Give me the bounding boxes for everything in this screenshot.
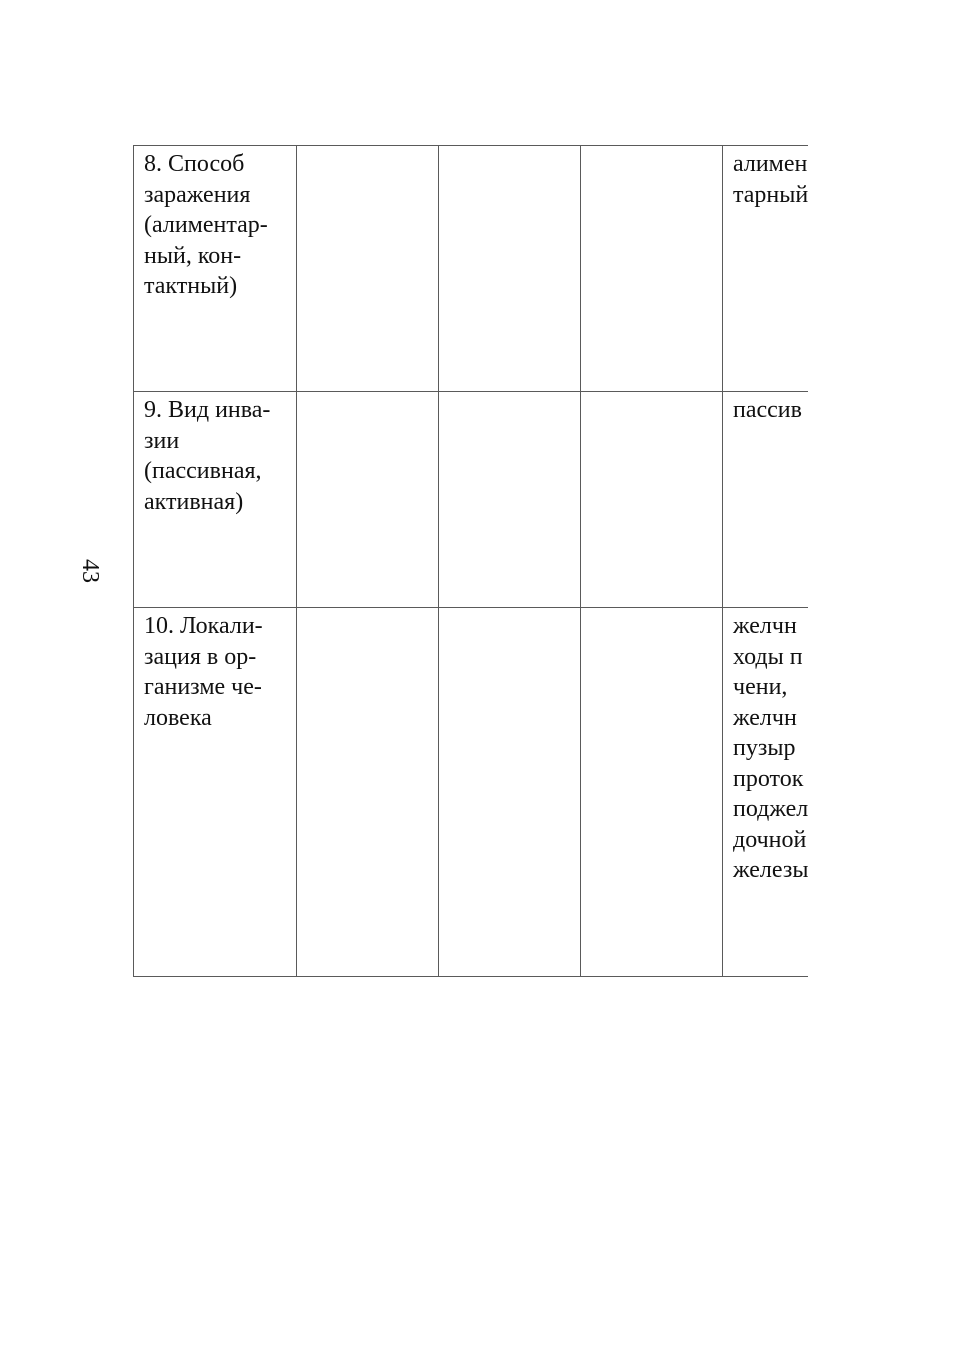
table-row (134, 146, 809, 392)
empty-cell (581, 608, 723, 977)
worksheet-table-container (133, 145, 808, 977)
table-row (134, 608, 809, 977)
answer-cell: желчн ходы п чени, желчн пузыр проток поджел дочной железы (723, 608, 809, 977)
empty-cell (581, 392, 723, 608)
empty-cell (297, 146, 439, 392)
empty-cell (297, 608, 439, 977)
answer-cell: пассив (723, 392, 809, 608)
empty-cell (297, 392, 439, 608)
page-number: 43 (77, 559, 103, 583)
empty-cell (439, 608, 581, 977)
answer-cell: алимен тарный (723, 146, 809, 392)
row-label-cell: 8. Способ заражения (алиментар- ный, кон- тактный) (134, 146, 297, 392)
table-row (134, 392, 809, 608)
row-label-cell: 9. Вид инва- зии (пассивная, активная) (134, 392, 297, 608)
empty-cell (439, 146, 581, 392)
row-label-cell: 10. Локали- зация в ор- ганизме че- ловека (134, 608, 297, 977)
empty-cell (439, 392, 581, 608)
empty-cell (581, 146, 723, 392)
worksheet-table (133, 145, 808, 977)
